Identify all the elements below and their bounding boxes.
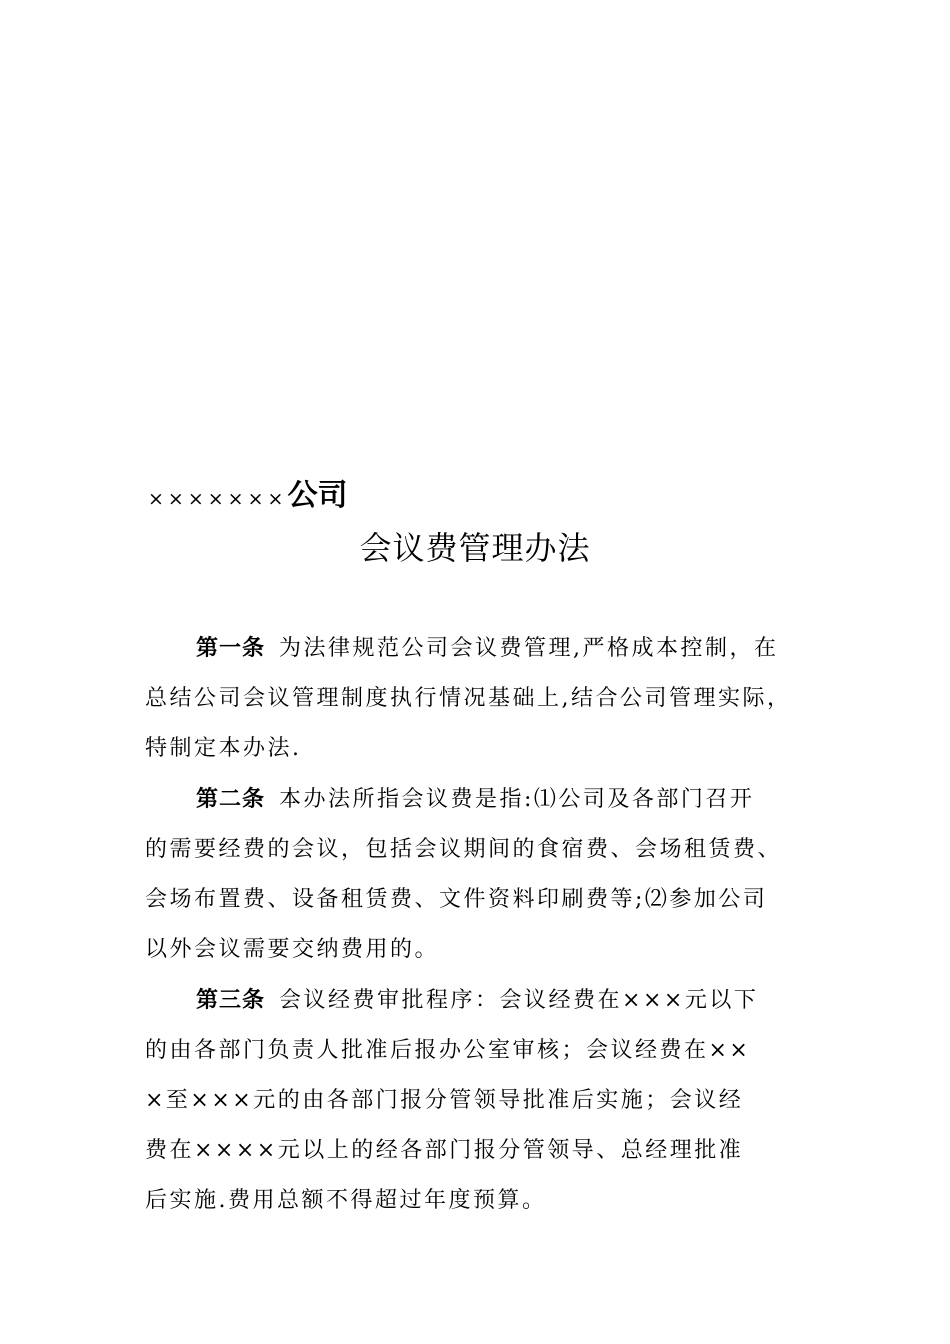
article-line: 特制定本办法. (145, 736, 302, 761)
article-line: 费在××××元以上的经各部门报分管领导、总经理批准 (145, 1138, 744, 1163)
article-line: 后实施.费用总额不得超过年度预算。 (145, 1188, 547, 1213)
article-label: 第一条 (196, 636, 266, 661)
article-line: 总结公司会议管理制度执行情况基础上,结合公司管理实际， (145, 686, 792, 711)
article-line (145, 976, 835, 1026)
article-line: 的由各部门负责人批准后报办公室审核；会议经费在×× (145, 1038, 751, 1063)
article-3 (145, 976, 835, 1226)
article-line: 会场布置费、设备租赁费、文件资料印刷费等;⑵参加公司 (145, 887, 768, 912)
article-text: 为法律规范公司会议费管理,严格成本控制，在 (279, 636, 779, 661)
company-name-placeholder-marks: ××××××× (148, 488, 288, 510)
article-text: 会议经费审批程序：会议经费在×××元以下 (279, 988, 759, 1013)
company-name (148, 474, 347, 521)
article-line (145, 624, 835, 674)
company-name-suffix: 公司 (287, 478, 348, 513)
article-1 (145, 624, 835, 774)
article-label: 第二条 (196, 787, 266, 812)
document-title: 会议费管理办法 (359, 529, 591, 567)
article-label: 第三条 (196, 988, 266, 1013)
document-body (145, 624, 835, 1227)
article-line: 的需要经费的会议，包括会议期间的食宿费、会场租赁费、 (145, 837, 783, 862)
article-text: 本办法所指会议费是指:⑴公司及各部门召开 (279, 787, 755, 812)
article-line (145, 775, 835, 825)
article-line: 以外会议需要交纳费用的。 (145, 937, 440, 962)
article-line: ×至×××元的由各部门报分管领导批准后实施；会议经 (145, 1088, 744, 1113)
article-2 (145, 775, 835, 975)
